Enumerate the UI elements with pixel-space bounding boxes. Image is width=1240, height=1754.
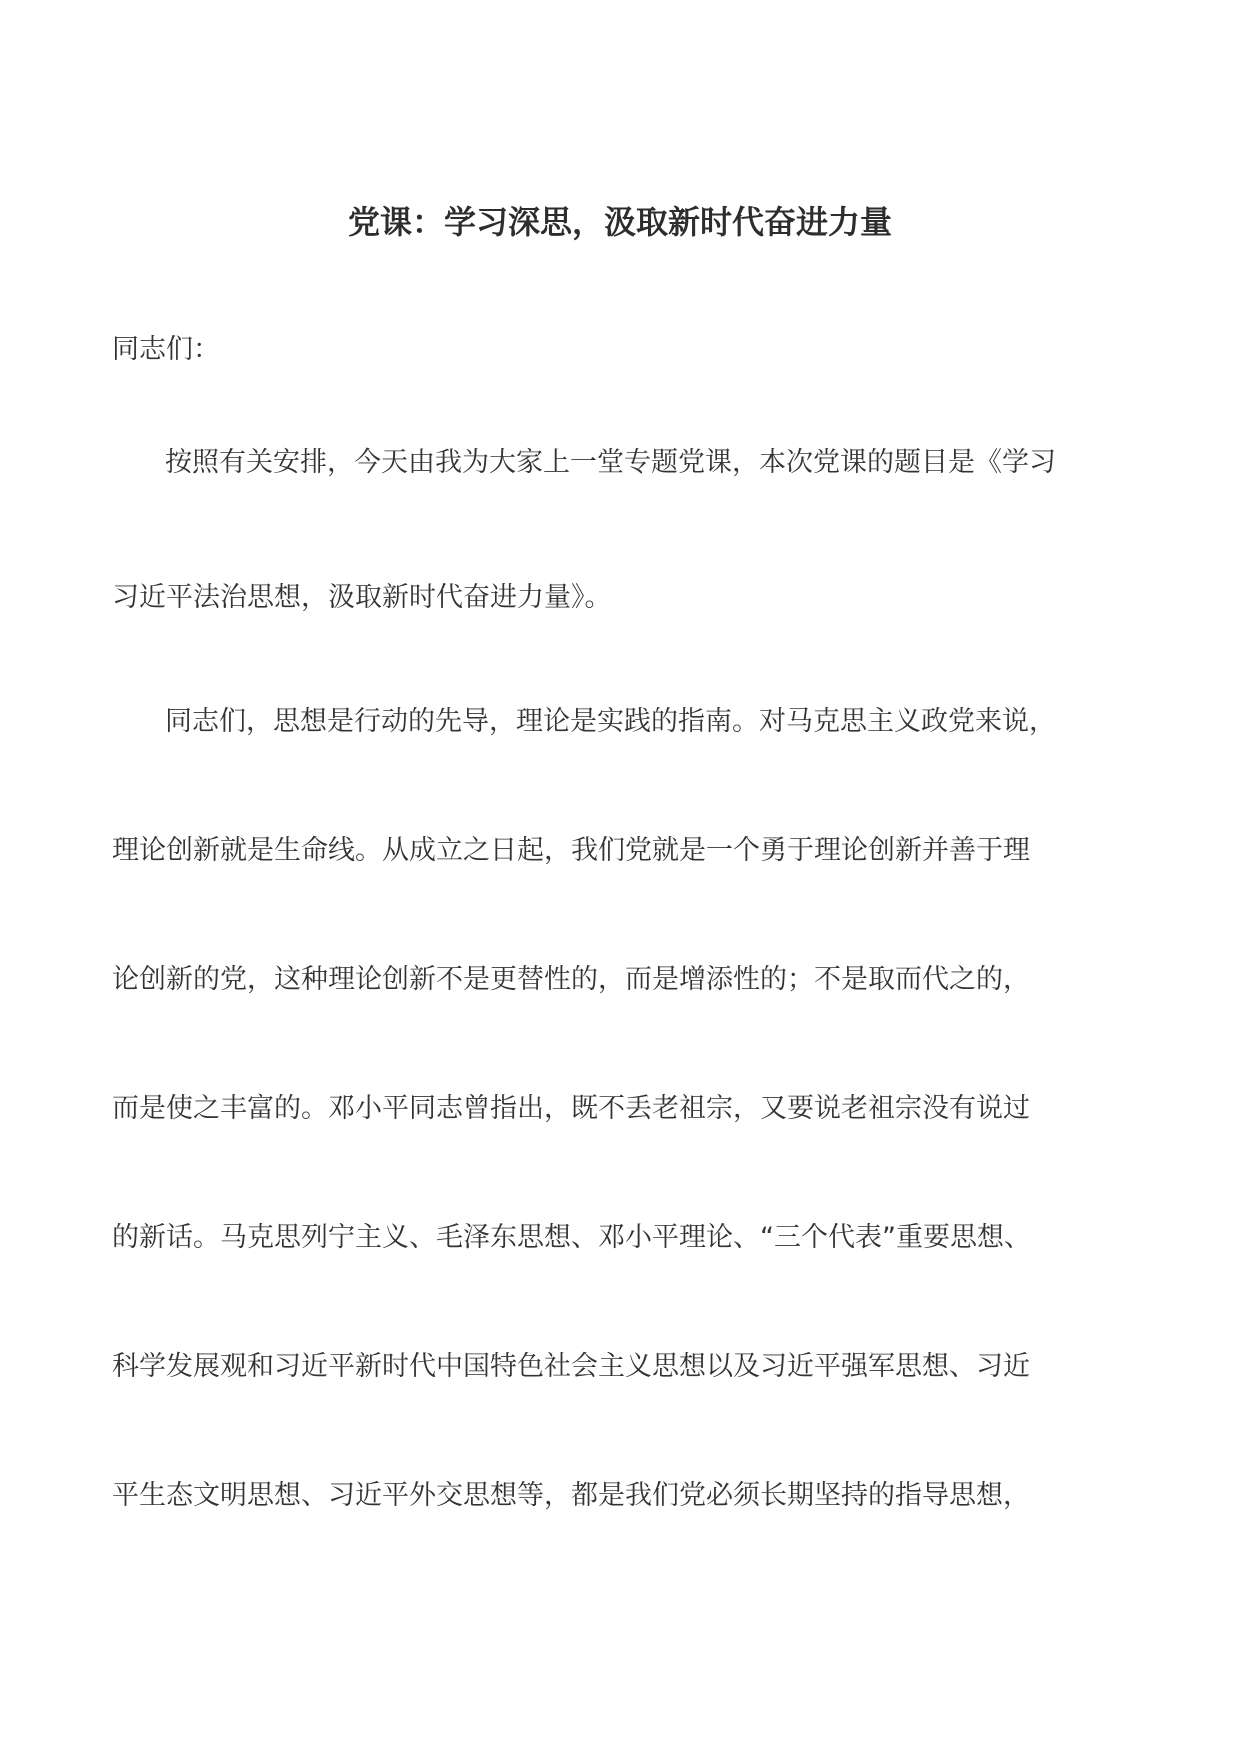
- body-line: 科学发展观和习近平新时代中国特色社会主义思想以及习近平强军思想、习近: [112, 1351, 1030, 1382]
- body-line: 按照有关安排，今天由我为大家上一堂专题党课，本次党课的题目是《学习: [165, 447, 1056, 478]
- body-line: 平生态文明思想、习近平外交思想等，都是我们党必须长期坚持的指导思想，: [112, 1480, 1030, 1511]
- document-title: 党课：学习深思，汲取新时代奋进力量: [347, 203, 892, 241]
- body-line: 论创新的党，这种理论创新不是更替性的，而是增添性的；不是取而代之的，: [112, 964, 1030, 995]
- body-line: 而是使之丰富的。邓小平同志曾指出，既不丢老祖宗，又要说老祖宗没有说过: [112, 1093, 1030, 1124]
- body-line: 同志们，思想是行动的先导，理论是实践的指南。对马克思主义政党来说，: [165, 706, 1056, 737]
- body-line: 习近平法治思想，汲取新时代奋进力量》。: [112, 582, 612, 613]
- salutation: 同志们：: [112, 334, 220, 365]
- body-line: 的新话。马克思列宁主义、毛泽东思想、邓小平理论、“三个代表”重要思想、: [112, 1222, 1031, 1253]
- body-line: 理论创新就是生命线。从成立之日起，我们党就是一个勇于理论创新并善于理: [112, 835, 1030, 866]
